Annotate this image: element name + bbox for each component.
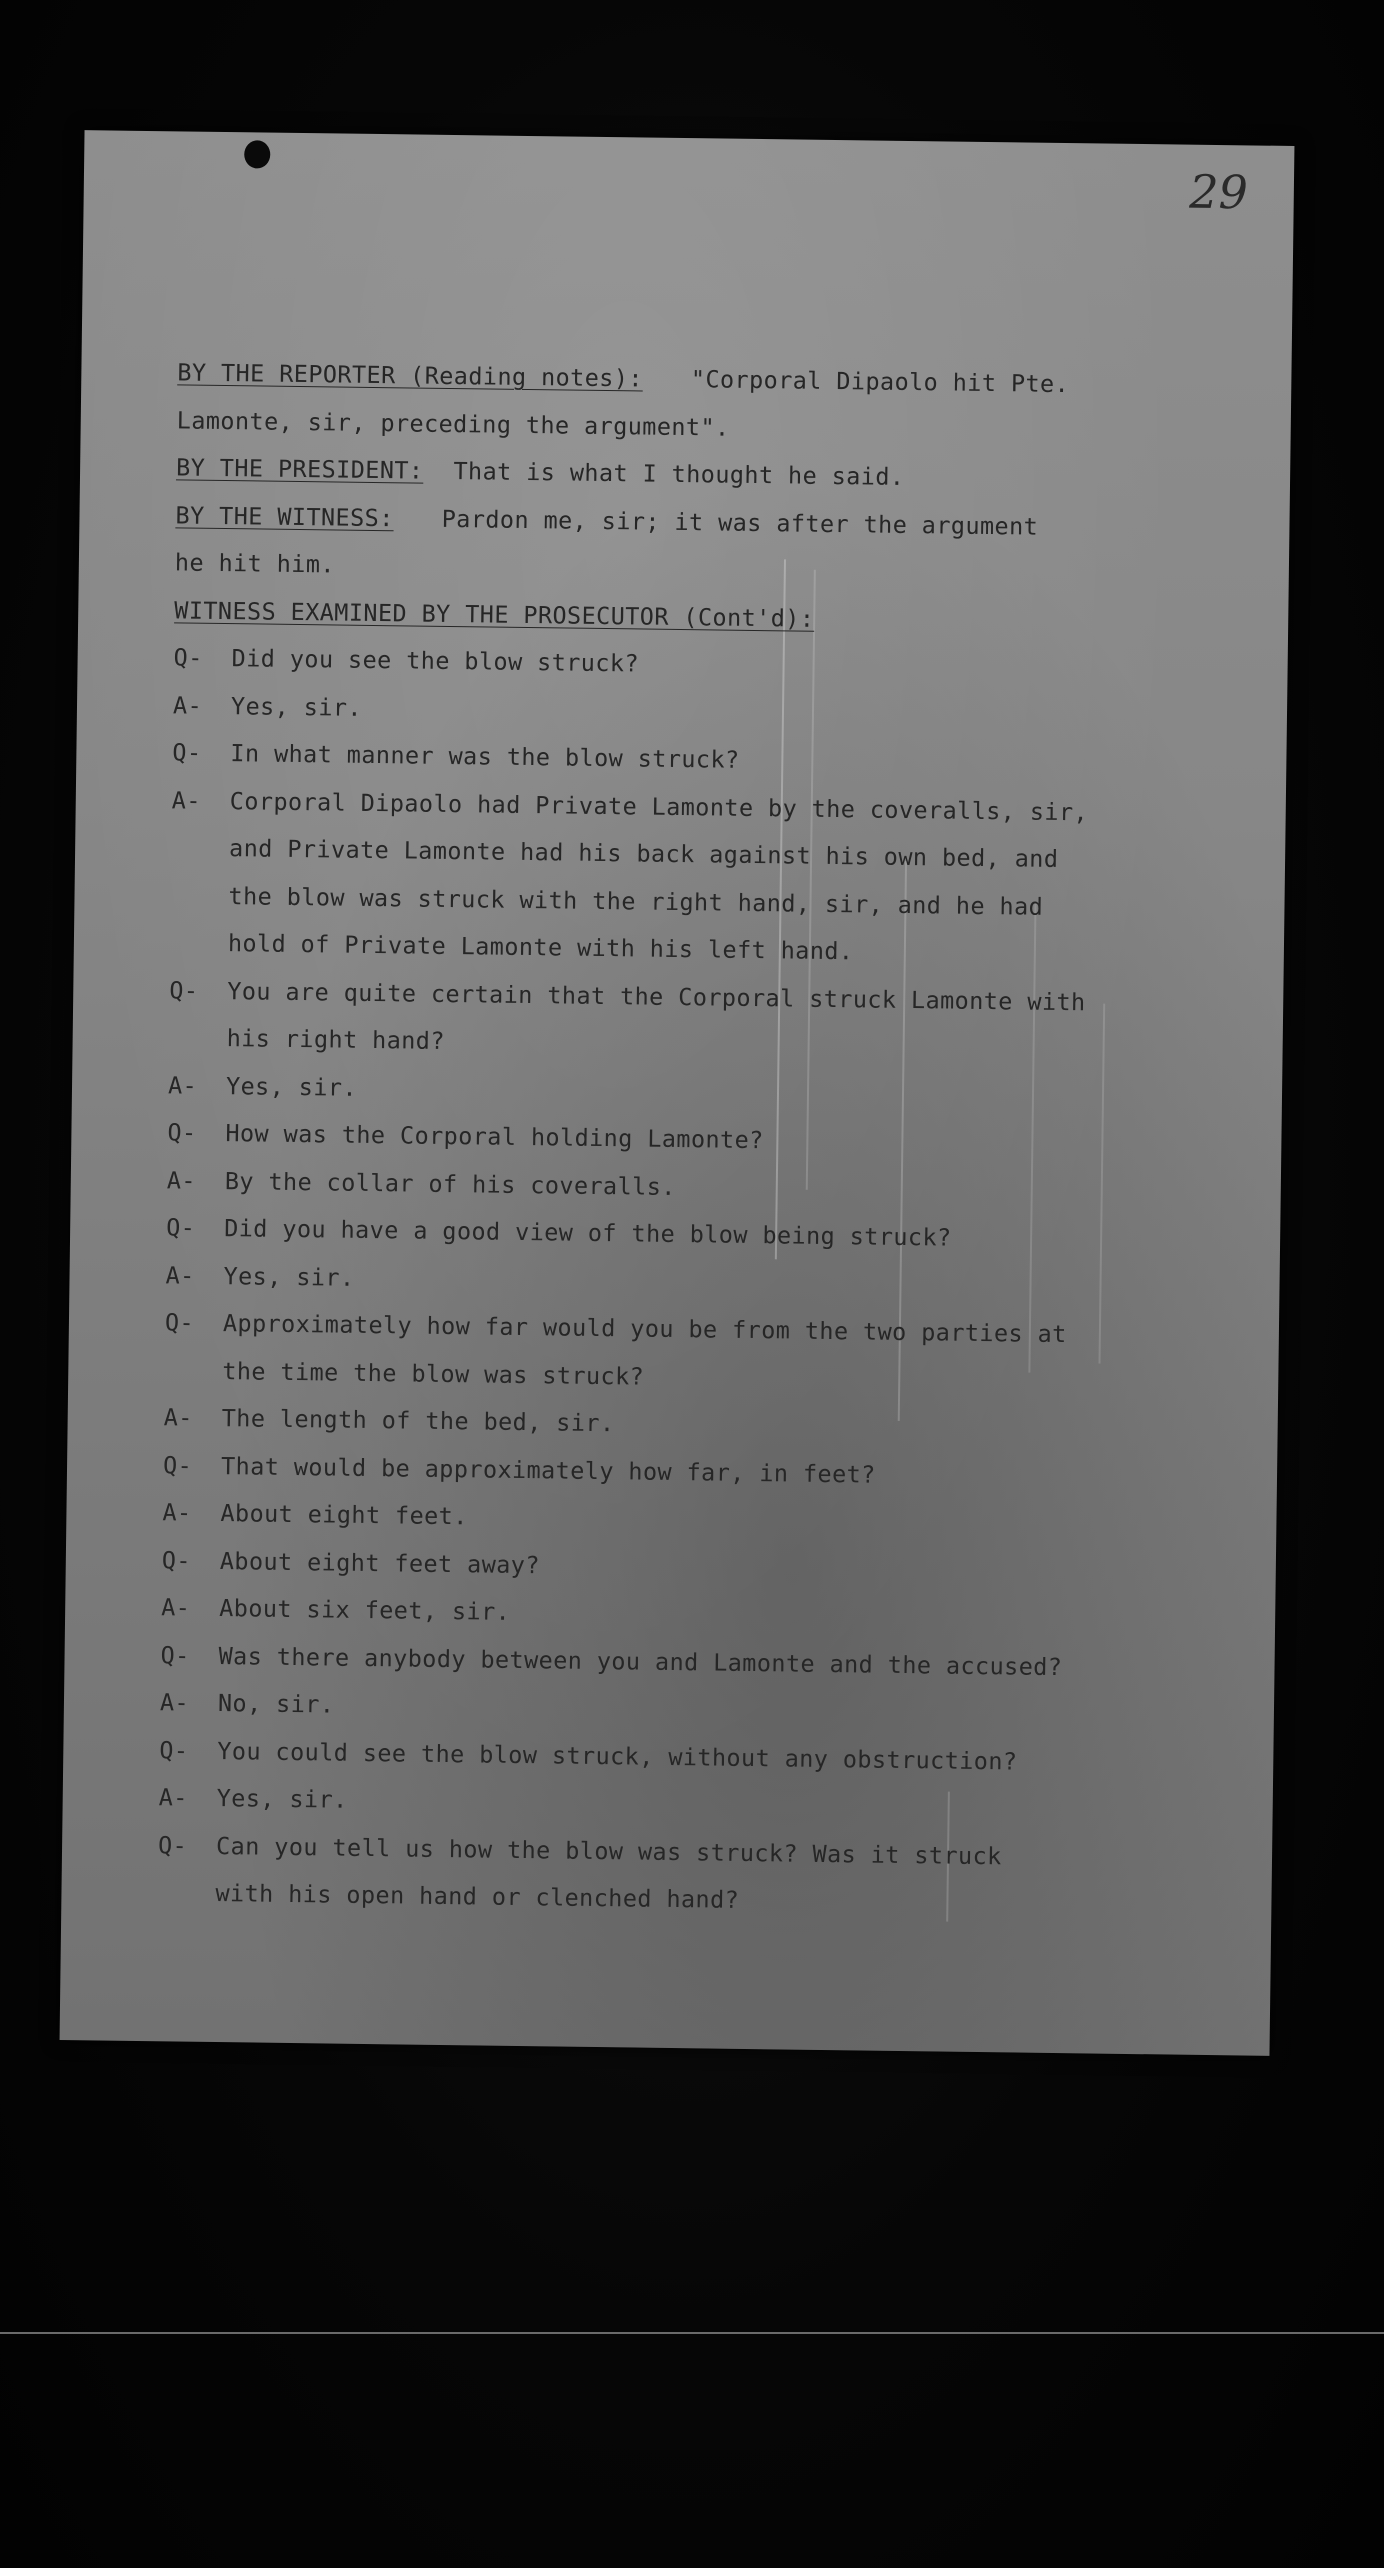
exchange-label: A- bbox=[167, 1070, 198, 1100]
speaker-text: "Corporal Dipaolo hit Pte. bbox=[690, 365, 1070, 399]
exchange-line: Yes, sir. bbox=[230, 691, 363, 722]
exchange-label: Q- bbox=[164, 1308, 195, 1337]
exchange-line: You could see the blow struck, without any obstruction? bbox=[217, 1736, 1018, 1776]
exchange-line: his right hand? bbox=[226, 1024, 446, 1055]
exchange-line: Corporal Dipaolo had Private Lamonte by the coveralls, sir, bbox=[229, 786, 1089, 826]
section-heading: WITNESS EXAMINED BY THE PROSECUTOR (Cont'd): bbox=[174, 595, 815, 633]
exchange-line: Approximately how far would you be from the two parties at bbox=[222, 1309, 1067, 1349]
exchange-line: Did you see the blow struck? bbox=[231, 644, 640, 678]
exchange-label: A- bbox=[165, 1260, 195, 1290]
witness-continuation: he hit him. bbox=[174, 548, 336, 579]
exchange-label: Q- bbox=[166, 1213, 196, 1242]
exchange-label: Q- bbox=[169, 975, 199, 1005]
exchange-label: Q- bbox=[162, 1450, 193, 1480]
exchange-line: Did you have a good view of the blow being struck? bbox=[224, 1214, 952, 1252]
speaker-heading: BY THE REPORTER (Reading notes): bbox=[177, 358, 644, 393]
exchange-line: and Private Lamonte had his back against his own bed, and bbox=[228, 834, 1059, 873]
speaker-text: That is what I thought he said. bbox=[453, 457, 905, 491]
exchange-label: Q- bbox=[157, 1830, 188, 1860]
exchange-line: hold of Private Lamonte with his left hand. bbox=[227, 929, 854, 966]
exchange-line: Can you tell us how the blow was struck? Was it struck bbox=[215, 1831, 1002, 1870]
page-number: 29 bbox=[1188, 164, 1249, 220]
exchange-label: A- bbox=[161, 1593, 191, 1622]
exchange-line: How was the Corporal holding Lamonte? bbox=[225, 1119, 764, 1155]
exchange-label: Q- bbox=[173, 643, 203, 672]
film-frame-divider bbox=[0, 2332, 1384, 2334]
exchange-label: A- bbox=[172, 690, 203, 720]
exchange-label: Q- bbox=[160, 1640, 190, 1670]
exchange-line: You are quite certain that the Corporal struck Lamonte with bbox=[227, 976, 1086, 1016]
exchange-line: About six feet, sir. bbox=[219, 1594, 511, 1626]
exchange-line: with his open hand or clenched hand? bbox=[215, 1879, 740, 1914]
exchange-line: That would be approximately how far, in feet? bbox=[220, 1451, 876, 1489]
speaker-text: Pardon me, sir; it was after the argument bbox=[441, 504, 1039, 541]
exchange bbox=[170, 777, 1232, 981]
speaker-heading: BY THE WITNESS: bbox=[175, 500, 394, 532]
exchange bbox=[157, 1822, 1218, 1931]
exchange-line: No, sir. bbox=[217, 1689, 335, 1719]
exchange-label: Q- bbox=[167, 1118, 197, 1147]
exchange-line: Yes, sir. bbox=[223, 1261, 355, 1292]
exchange-label: A- bbox=[162, 1498, 192, 1527]
exchange-line: the time the blow was struck? bbox=[222, 1356, 645, 1391]
punch-hole bbox=[244, 140, 270, 168]
exchange-line: About eight feet away? bbox=[219, 1546, 541, 1579]
transcript bbox=[157, 349, 1237, 1930]
exchange-label: A- bbox=[166, 1165, 197, 1195]
exchange-label: A- bbox=[159, 1688, 190, 1717]
reporter-continuation: Lamonte, sir, preceding the argument". bbox=[176, 405, 730, 442]
speaker-heading: BY THE PRESIDENT: bbox=[175, 453, 424, 485]
exchange-line: Yes, sir. bbox=[225, 1071, 358, 1102]
exchange-line: Yes, sir. bbox=[216, 1784, 348, 1814]
exchange-line: The length of the bed, sir. bbox=[221, 1404, 615, 1438]
exchange-line: In what manner was the blow struck? bbox=[230, 739, 740, 774]
exchange-label: A- bbox=[171, 785, 202, 815]
exchange-line: By the collar of his coveralls. bbox=[224, 1166, 676, 1201]
exchange bbox=[168, 967, 1229, 1076]
exchange-line: Was there anybody between you and Lamonte and the accused? bbox=[218, 1641, 1063, 1681]
exchange-label: Q- bbox=[161, 1545, 192, 1575]
exchange-label: A- bbox=[163, 1403, 194, 1432]
exchange-line: About eight feet. bbox=[220, 1499, 468, 1531]
document-page bbox=[60, 130, 1295, 2056]
exchange-label: A- bbox=[158, 1783, 189, 1812]
exchange-label: Q- bbox=[172, 738, 202, 767]
exchange-line: the blow was struck with the right hand, sir, and he had bbox=[228, 881, 1044, 921]
exchange-label: Q- bbox=[159, 1735, 189, 1765]
exchange bbox=[164, 1299, 1225, 1408]
